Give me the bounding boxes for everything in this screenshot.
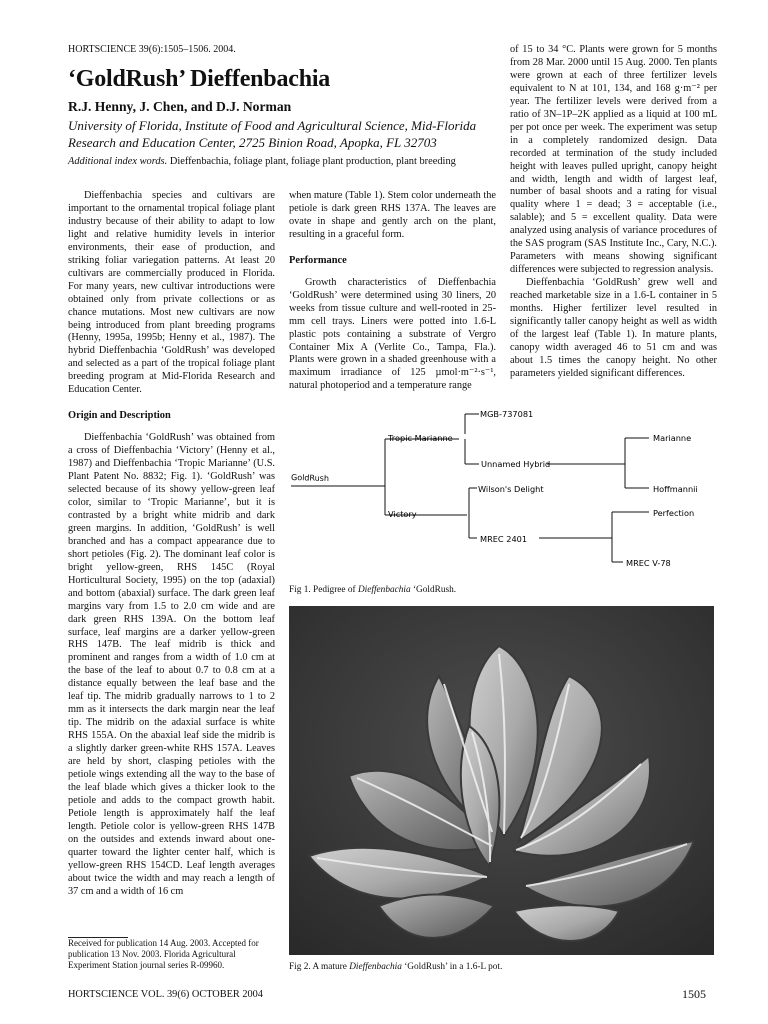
description-continued: when mature (Table 1). Stem color underneath the petiole is dark green RHS 137A. The leaves are ovate in shape and gently arch on the plant, resulting in a graceful form. xyxy=(289,190,496,240)
index-words xyxy=(68,156,456,167)
origin-paragraph: Dieffenbachia ‘GoldRush’ was obtained from a cross of Dieffenbachia ‘Victory’ (Henny et al., 1987) and Dieffenbachia ‘Tropic Marianne’ (U.S. Plant Patent No. 8832; Fig. 1). ‘GoldRush’ was selected because of its showy yellow-green leaf color, similar to ‘Tropic Marianne’, but it is contrasted by a bright white midrib and dark green margins. In addition, ‘GoldRush’ is well branched and has a compact appearance due to short petioles (Fig. 2). The dominant leaf color is bright yellow-green, RHS 145C (Royal Horticultural Society, 1995) on the top (adaxial) and bottom (abaxial) surface. The dark green leaf margins vary from 1.5 to 2.0 cm wide and are dark green RHS 139A. On the bottom leaf surface, leaf margins are a darker yellow-green RHS 147B. The leaf midrib is thick and prominent and ranges from a width of 1.0 cm at the base of the leaf to about 0.7 to 0.8 cm at a distance equally between the leaf base and the leaf tip. The midrib gradually narrows to 1 to 2 mm as it intersects the dark margin near the leaf tip. The midrib on the adaxial surface is white RHS 155A. On the abaxial leaf side the midrib is a slightly darker green-white RHS 157A. Leaves are held by short, clasping petioles with the petiole wings extending all the way to the base of the leaf blade which gives a thicker look to the petiole and adds to the compact growth habit. Petiole length is approximately half the leaf length. Petiole color is yellow-green RHS 147B on the outsides and extends inward about one-quarter toward the lighter center half, which is yellow-green RHS 154CD. Leaf length averages about twice the width and may reach a length of 37 cm and a width of 16 cm xyxy=(68,432,275,897)
plant-illustration xyxy=(289,606,714,955)
methods-paragraph: of 15 to 34 °C. Plants were grown for 5 months from 28 Mar. 2000 until 15 Aug. 2000. Ten plants were grown at each of three fertilizer levels equivalent to N at 101, 134, and 168 g·m⁻² per year. The fertilizer levels were derived from a ratio of 3N–1P–2K applied as a liquid at 100 mL per pot once per week. The experiment was setup in a completely randomized design. Data recorded at termination of the study included height with leaves pulled upright, canopy height and width, length and width of largest leaf, number of basal shoots and a rating for visual quality where 1 = dead; 3 = acceptable (i.e., salable); and 5 = excellent quality. Data were analyzed using analysis of variance procedures of the SAS program (SAS Institute Inc., Cary, N.C.). Parameters with means showing significant differences were subjected to regression analysis. xyxy=(510,44,717,276)
fig2-caption-suffix: ‘GoldRush’ in a 1.6-L pot. xyxy=(404,962,503,972)
column-2 xyxy=(289,190,496,393)
affiliation xyxy=(68,117,476,151)
column-1 xyxy=(68,190,275,899)
fig1-caption-suffix: ‘GoldRush. xyxy=(412,585,457,595)
fig1-caption-genus: Dieffenbachia xyxy=(357,585,411,595)
column-3 xyxy=(510,44,717,381)
pedigree-diagram xyxy=(289,404,719,574)
performance-heading: Performance xyxy=(289,254,347,266)
node-mgb-737081: MGB-737081 xyxy=(480,409,534,419)
authors: R.J. Henny, J. Chen, and D.J. Norman xyxy=(68,99,292,114)
footnote: Received for publication 14 Aug. 2003. Accepted for publication 13 Nov. 2003. Florida Agricultural Experiment Station journal series R-09960. xyxy=(68,938,259,971)
node-mrec-2401: MREC 2401 xyxy=(480,534,528,544)
article-title: ‘GoldRush’ Dieffenbachia xyxy=(68,66,331,92)
intro-paragraph: Dieffenbachia species and cultivars are important to the ornamental tropical foliage plant industry because of their ability to adapt to low light and relative humidity levels in interior environments, their ease of production, and striking foliar variegation patterns. At least 20 cultivars are commercially produced in Florida. For many years, new cultivar introductions were obtained only from private collections or as chance mutations. Most new cultivars are now being introduced from plant breeding programs (Henny, 1995a, 1995b; Henny et al., 1987). The hybrid Dieffenbachia ‘GoldRush’ was developed and selected as a part of the tropical foliage plant breeding program at Mid-Florida Research and Education Center. xyxy=(68,190,275,396)
results-paragraph: Dieffenbachia ‘GoldRush’ grew well and reached marketable size in a 1.6-L container in 5 months. Higher fertilizer level resulted in significantly taller canopy height as well as width of the largest leaf (Table 1). In mature plants, canopy width averaged 46 to 51 cm and was about 1.5 times the canopy height. No other parameters yielded significant differences. xyxy=(510,277,717,379)
origin-heading: Origin and Description xyxy=(68,410,171,422)
node-hoffmannii: Hoffmannii xyxy=(653,484,698,494)
node-tropic-marianne: Tropic Marianne xyxy=(388,433,453,443)
footer-journal: HORTSCIENCE VOL. 39(6) OCTOBER 2004 xyxy=(68,989,263,1000)
figure-2-caption xyxy=(289,961,502,973)
node-marianne: Marianne xyxy=(653,433,692,443)
node-victory: Victory xyxy=(388,509,417,519)
fig2-caption-genus: Dieffenbachia xyxy=(349,962,402,972)
figure-1-caption xyxy=(289,584,456,596)
fig2-caption-prefix: Fig 2. A mature xyxy=(289,962,347,972)
fig1-caption-prefix: Fig 1. Pedigree of xyxy=(289,585,356,595)
node-goldrush: GoldRush xyxy=(290,473,330,483)
node-wilsons-delight: Wilson's Delight xyxy=(478,484,544,494)
node-mrec-v78: MREC V-78 xyxy=(626,558,671,568)
page-number: 1505 xyxy=(682,987,706,1001)
node-unnamed-hybrid: Unnamed Hybrid xyxy=(481,459,551,469)
plant-photograph xyxy=(289,606,714,955)
index-words-label: Additional index words. xyxy=(68,156,168,167)
index-words-list: Dieffenbachia, foliage plant, foliage plant production, plant breeding xyxy=(169,156,456,167)
performance-paragraph: Growth characteristics of Dieffenbachia ‘GoldRush’ were determined using 30 liners, 20 weeks from tissue culture and well-rooted in 25-mm cell trays. Liners were potted into 1.6-L plastic pots containing a substrate of Vergro Container Mix A (Verlite Co., Tampa, Fla.). Plants were grown in a shaded greenhouse with a maximum irradiance of 125 µmol·m⁻²·s⁻¹, natural photoperiod and a temperature range xyxy=(289,276,496,392)
node-perfection: Perfection xyxy=(653,508,695,518)
affiliation-line-1: University of Florida, Institute of Food and Agricultural Science, Mid-Florida xyxy=(68,118,477,133)
journal-citation: HORTSCIENCE 39(6):1505–1506. 2004. xyxy=(68,44,236,55)
affiliation-line-2: Research and Education Center, 2725 Binion Road, Apopka, FL 32703 xyxy=(68,135,437,150)
